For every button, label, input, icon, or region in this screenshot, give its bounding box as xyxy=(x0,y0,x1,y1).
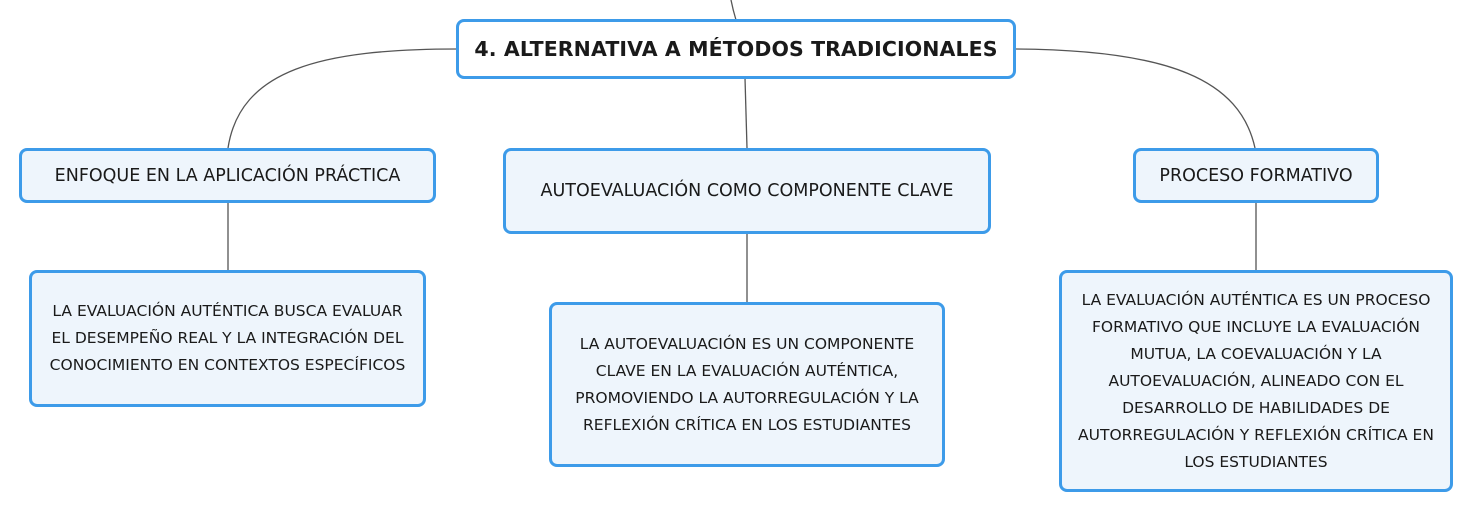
connector-parent-to-root xyxy=(731,0,736,20)
root-topic-label: 4. ALTERNATIVA A MÉTODOS TRADICIONALES xyxy=(474,37,998,61)
branch-topic-autoevaluacion[interactable] xyxy=(503,148,991,234)
branch-topic-label: PROCESO FORMATIVO xyxy=(1159,165,1353,186)
detail-topic-proceso-formativo[interactable] xyxy=(1059,270,1453,492)
branch-topic-label: AUTOEVALUACIÓN COMO COMPONENTE CLAVE xyxy=(540,181,954,201)
detail-topic-aplicacion-practica[interactable] xyxy=(29,270,426,407)
connector-root-to-branch-1 xyxy=(228,49,457,148)
detail-topic-text: LA EVALUACIÓN AUTÉNTICA BUSCA EVALUAR EL DESEMPEÑO REAL Y LA INTEGRACIÓN DEL CONOCIMIENTO EN CONTEXTOS ESPECÍFICOS xyxy=(49,302,406,374)
detail-topic-text: LA EVALUACIÓN AUTÉNTICA ES UN PROCESO FORMATIVO QUE INCLUYE LA EVALUACIÓN MUTUA, LA COEVALUACIÓN Y LA AUTOEVALUACIÓN, ALINEADO CON EL DESARROLLO DE HABILIDADES DE AUTORREGULACIÓN Y REFLEXIÓN CRÍTICA EN LOS ESTUDIANTES xyxy=(1078,290,1434,471)
branch-topic-proceso-formativo[interactable] xyxy=(1133,148,1379,203)
detail-topic-text: LA AUTOEVALUACIÓN ES UN COMPONENTE CLAVE EN LA EVALUACIÓN AUTÉNTICA, PROMOVIENDO LA AUTORREGULACIÓN Y LA REFLEXIÓN CRÍTICA EN LOS ESTUDIANTES xyxy=(575,334,919,434)
branch-topic-label: ENFOQUE EN LA APLICACIÓN PRÁCTICA xyxy=(54,165,401,186)
branch-topic-aplicacion-practica[interactable] xyxy=(19,148,436,203)
connector-root-to-branch-3 xyxy=(1016,49,1255,148)
connector-root-to-branch-2 xyxy=(745,78,747,148)
root-topic[interactable] xyxy=(456,19,1016,79)
detail-topic-autoevaluacion[interactable] xyxy=(549,302,945,467)
